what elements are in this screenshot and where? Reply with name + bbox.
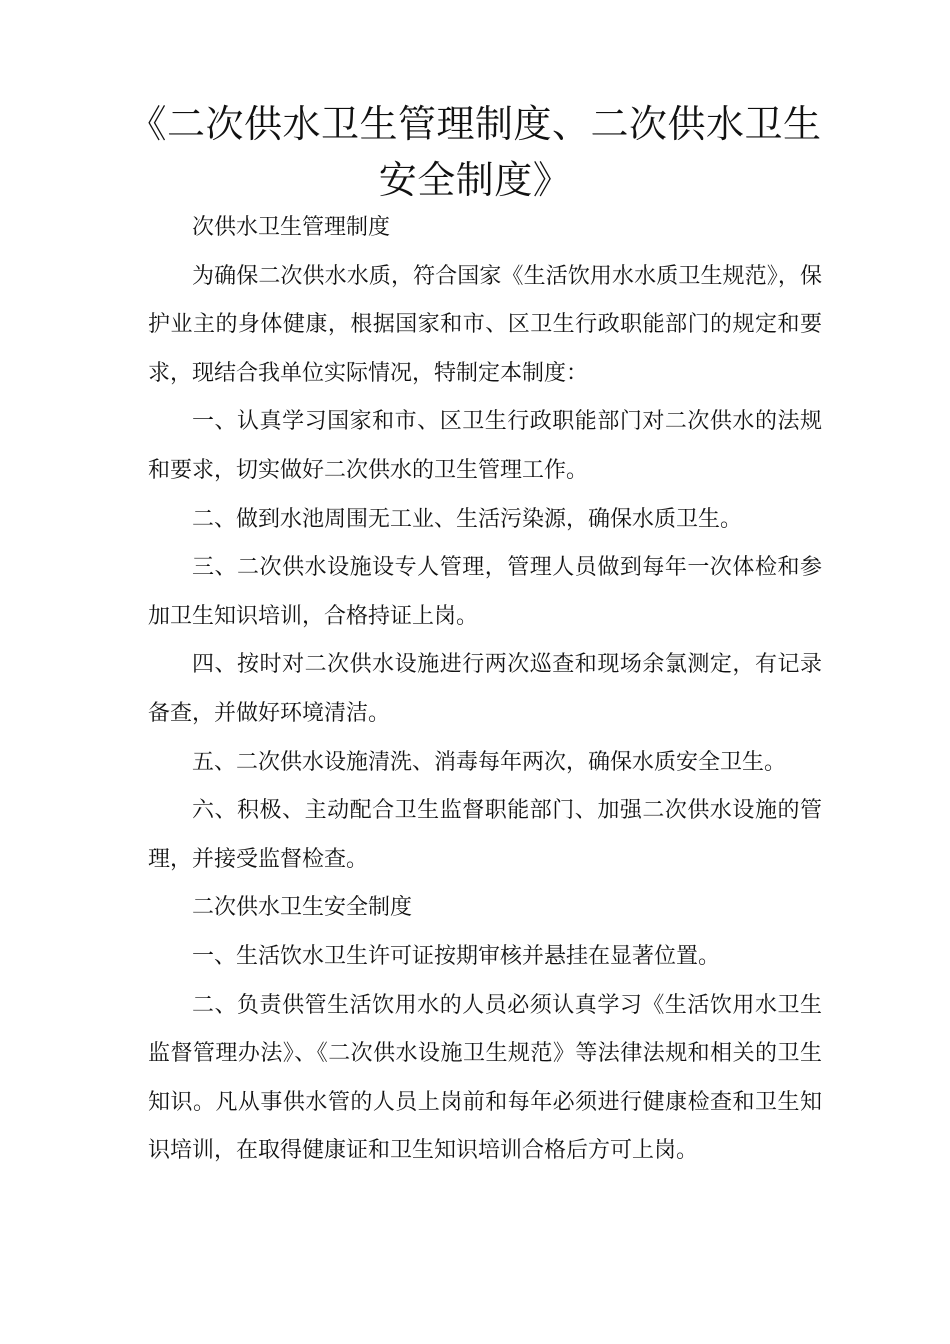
section-heading-safety: 二次供水卫生安全制度 [192, 895, 413, 921]
rule-item-3: 三、二次供水设施设专人管理，管理人员做到每年一次体检和参加卫生知识培训，合格持证上岗。 [148, 555, 822, 629]
section-heading-management: 次供水卫生管理制度 [192, 215, 391, 240]
document-body [148, 204, 822, 1176]
rule-item-2: 二、做到水池周围无工业、生活污染源，确保水质卫生。 [192, 506, 743, 532]
rule-item-4: 四、按时对二次供水设施进行两次巡查和现场余氯测定，有记录备查，并做好环境清洁。 [148, 652, 822, 726]
rule-item-5: 五、二次供水设施清洗、消毒每年两次，确保水质安全卫生。 [192, 749, 787, 775]
document-title: 《二次供水卫生管理制度、二次供水卫生安全制度》 [128, 102, 822, 202]
rule-item-6: 六、积极、主动配合卫生监督职能部门、加强二次供水设施的管理，并接受监督检查。 [148, 798, 822, 872]
safety-item-2: 二、负责供管生活饮用水的人员必须认真学习《生活饮用水卫生监督管理办法》、《二次供水设施卫生规范》等法律法规和相关的卫生知识。凡从事供水管的人员上岗前和每年必须进行健康检查和卫生知识培训，在取得健康证和卫生知识培训合格后方可上岗。 [148, 992, 822, 1164]
intro-paragraph: 为确保二次供水水质，符合国家《生活饮用水水质卫生规范》，保护业主的身体健康，根据国家和市、区卫生行政职能部门的规定和要求，现结合我单位实际情况，特制定本制度： [148, 263, 822, 386]
rule-item-1: 一、认真学习国家和市、区卫生行政职能部门对二次供水的法规和要求，切实做好二次供水的卫生管理工作。 [148, 409, 822, 483]
safety-item-1: 一、生活饮水卫生许可证按期审核并悬挂在显著位置。 [192, 943, 721, 969]
